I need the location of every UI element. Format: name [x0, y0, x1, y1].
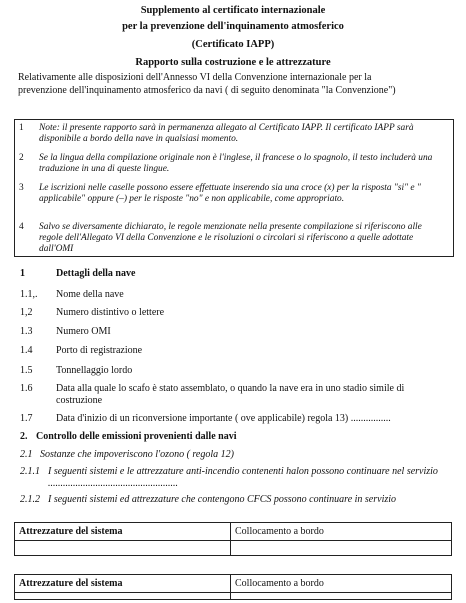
- table-header: [15, 523, 451, 541]
- section-title: Dettagli della nave: [56, 268, 136, 279]
- intro-line-1: Relativamente alle disposizioni dell'Annesso VI della Convenzione internazionale per la: [18, 72, 372, 83]
- item-label: Porto di registrazione: [56, 345, 143, 356]
- item-label: Data alla quale lo scafo è stato assemblato, o quando la nave era in uno stadio simile di costruzione: [56, 383, 405, 406]
- intro-line-2: prevenzione dell'inquinamento atmosferico da navi ( di seguito denominata "la Convenzione"): [18, 85, 396, 96]
- column-header-location: Collocamento a bordo: [235, 526, 324, 537]
- note-text: Se la lingua della compilazione originale non è l'inglese, il francese o lo spagnolo, il testo includerà una traduzione in una di queste lingue.: [39, 153, 433, 174]
- note-4: [19, 222, 447, 255]
- note-number: 3: [19, 183, 24, 193]
- system-equipment-table-1: [14, 522, 452, 556]
- system-equipment-table-2: [14, 574, 452, 600]
- column-header-equipment: Attrezzature del sistema: [19, 578, 123, 589]
- item-number: 1.6: [20, 383, 33, 394]
- item-number: 1,2: [20, 307, 33, 318]
- item-label: Sostanze che impoveriscono l'ozono ( regola 12): [40, 449, 234, 460]
- note-3: [19, 183, 447, 205]
- document-title: Supplemento al certificato internazionale: [140, 5, 326, 16]
- notes-box: [14, 119, 454, 257]
- item-label: Data d'inizio di un riconversione importante ( ove applicabile) regola 13) ................: [56, 413, 391, 424]
- note-text: Le iscrizioni nelle caselle possono essere effettuate inserendo sia una croce (x) per la risposta "si" e " applicabile" oppure (–) per le risposte "no" e non applicabile, come appropriato.: [39, 183, 421, 204]
- item-label: I seguenti sistemi e le attrezzature anti-incendio contenenti halon possono continuare nel servizio ....................................................: [48, 466, 438, 489]
- item-number: 1.4: [20, 345, 33, 356]
- item-label: Tonnellaggio lordo: [56, 365, 133, 376]
- column-divider: [230, 523, 231, 555]
- section-number: 2.: [20, 431, 28, 442]
- note-number: 4: [19, 222, 24, 232]
- section-number: 1: [20, 268, 25, 279]
- item-label: Numero OMI: [56, 326, 111, 337]
- item-label: Nome della nave: [56, 289, 124, 300]
- item-number: 1.5: [20, 365, 33, 376]
- note-number: 2: [19, 153, 24, 163]
- document-subtitle: per la prevenzione dell'inquinamento atmosferico: [122, 21, 344, 32]
- item-number: 2.1.2: [20, 494, 40, 505]
- item-label: Numero distintivo o lettere: [56, 307, 165, 318]
- column-divider: [230, 575, 231, 599]
- column-header-equipment: Attrezzature del sistema: [19, 526, 123, 537]
- item-number: 1.3: [20, 326, 33, 337]
- note-text: Note: il presente rapporto sarà in permanenza allegato al Certificato IAPP. Il certificato IAPP sarà disponibile a bordo della nave in qualsiasi momento.: [39, 123, 414, 144]
- certificate-name: (Certificato IAPP): [191, 39, 275, 50]
- note-2: [19, 153, 447, 175]
- note-1: [19, 123, 447, 145]
- report-title: Rapporto sulla costruzione e le attrezzature: [135, 57, 331, 68]
- item-number: 2.1: [20, 449, 33, 460]
- table-header: [15, 575, 451, 593]
- note-number: 1: [19, 123, 24, 133]
- section-title: Controllo delle emissioni provenienti dalle navi: [36, 431, 237, 442]
- item-number: 2.1.1: [20, 466, 40, 477]
- column-header-location: Collocamento a bordo: [235, 578, 324, 589]
- item-label: I seguenti sistemi ed attrezzature che contengono CFCS possono continuare in servizio: [48, 494, 397, 505]
- note-text: Salvo se diversamente dichiarato, le regole menzionate nella presente compilazione si riferiscono alle regole dell'Allegato VI della Convenzione e le risoluzioni o circolari si riferiscono a quelle adottate dall'OMI: [39, 222, 422, 254]
- item-number: 1.1,.: [20, 289, 38, 300]
- item-number: 1.7: [20, 413, 33, 424]
